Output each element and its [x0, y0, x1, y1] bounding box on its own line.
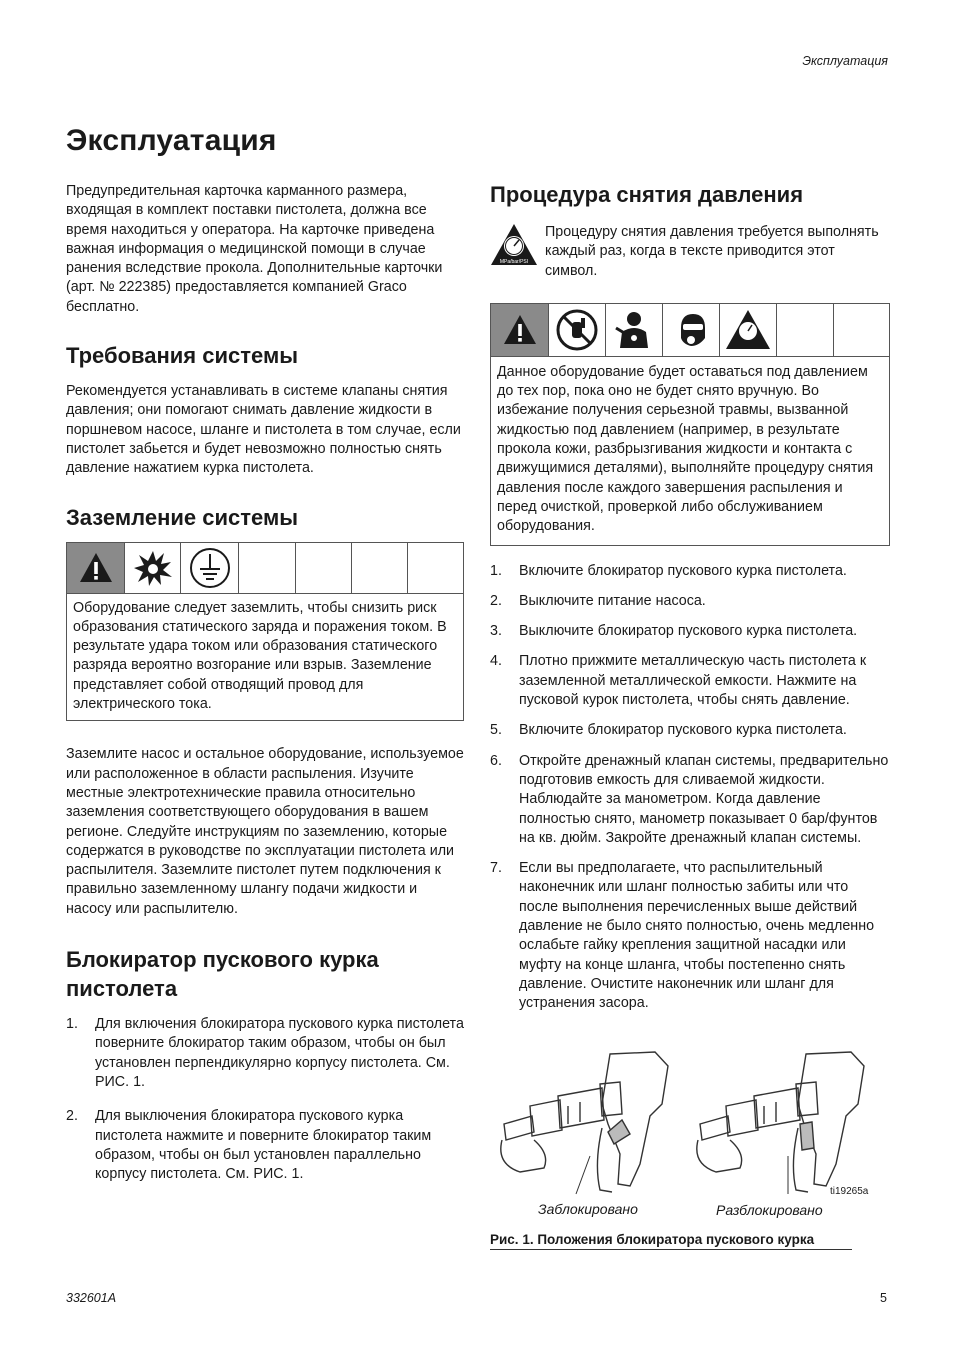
trigger-lock-heading: Блокиратор пускового курка пистолета: [66, 947, 379, 1002]
ground-icon: [181, 543, 239, 593]
locked-gun-drawing: [501, 1052, 668, 1194]
label-locked: Заблокировано: [538, 1200, 638, 1217]
pressure-relief-symbol-icon: [490, 223, 538, 272]
trigger-lock-steps: [66, 1015, 464, 1184]
list-item: [490, 721, 890, 740]
step-text: Выключите питание насоса.: [519, 592, 706, 609]
step-number: 2.: [66, 1108, 78, 1125]
pressure-relief-heading: Процедура снятия давления: [490, 182, 804, 207]
footer-doc-number: 332601A: [66, 1291, 117, 1305]
step-number: 3.: [490, 623, 502, 640]
label-unlocked: Разблокировано: [716, 1201, 823, 1218]
pressure-gauge-icon: [720, 304, 777, 356]
grounding-warning-box: [66, 542, 464, 722]
left-column: [66, 182, 464, 1184]
list-item: [490, 859, 890, 1013]
step-text: Включите блокиратор пускового курка пистолета.: [519, 722, 847, 739]
figure-image-id: ti19265a: [830, 1185, 869, 1197]
empty-icon-cell: [296, 543, 352, 593]
empty-icon-cell: [239, 543, 296, 593]
symbol-label: MPa/bar/PSI: [499, 259, 529, 265]
right-column: [490, 180, 890, 1247]
grounding-warning-text: Оборудование следует заземлить, чтобы снизить риск образования статического заряда и поражения током. В результате удара током или образования статического разряда вероятно возгорание или взрыв. Заземление представляет собой отводящий провод для электрического тока.: [73, 599, 447, 713]
explosion-icon: [125, 543, 181, 593]
step-number: 4.: [490, 653, 502, 670]
step-text: Откройте дренажный клапан системы, предварительно подготовив емкость для сливаемой жидкости. Наблюдайте за манометром. Когда давление полностью снято, манометр показывает 0 бар/фунтов на кв. дюйм. Закройте дренажный клапан системы.: [519, 752, 889, 846]
page-title: Эксплуатация: [66, 124, 277, 157]
footer-page-number: 5: [880, 1291, 887, 1305]
system-requirements-text: Рекомендуется устанавливать в системе клапаны снятия давления; они помогают снимать давление жидкости в поршневом насосе, шланге и пистолета в том случае, если пистолет забьется и будет невозможно полностью снять давление нажатием курка пистолета.: [66, 383, 461, 477]
step-text: Плотно прижмите металлическую часть пистолета к заземленной металлической емкости. Нажмите на пусковой курок пистолета, чтобы снять давление.: [519, 653, 867, 709]
no-hand-icon: [549, 304, 606, 356]
step-number: 2.: [490, 592, 502, 609]
unlocked-gun-drawing: [697, 1052, 864, 1194]
step-number: 7.: [490, 860, 502, 877]
list-item: [66, 1107, 464, 1184]
pressure-warning-icons: [491, 304, 889, 357]
warning-triangle-icon: [67, 543, 125, 593]
step-number: 5.: [490, 722, 502, 739]
list-item: [490, 592, 890, 611]
intro-paragraph: Предупредительная карточка карманного размера, входящая в комплект поставки пистолета, должна все время находиться у оператора. На карточке приведена важная информация о медицинской помощи в случае ранения вследствие прокола. Дополнительные карточки (арт. № 222385) предоставляется компанией Graco бесплатно.: [66, 183, 443, 315]
trigger-lock-figure: [490, 1044, 890, 1247]
figure-title: Рис. 1. Положения блокиратора пускового курка: [490, 1232, 852, 1250]
pressure-relief-symbol-text: Процедуру снятия давления требуется выполнять каждый раз, когда в тексте приводится этот символ.: [545, 224, 879, 279]
list-item: [490, 752, 890, 848]
grounding-text: Заземлите насос и остальное оборудование, используемое или расположенное в области распыления. Изучите местные электротехнические правила относительно заземления соответствующего оборудования в вашем регионе. Следуйте инструкциям по заземлению, которые содержатся в руководстве по эксплуатации пистолета или распылителя. Заземлите пистолет путем подключения к правильно заземленному шлангу подачи жидкости и насосу или распылителю.: [66, 746, 464, 917]
pressure-relief-steps: [490, 562, 890, 1014]
step-text: Выключите блокиратор пускового курка пистолета.: [519, 623, 858, 640]
step-text: Если вы предполагаете, что распылительный наконечник или шланг полностью забиты или что после выполнения перечисленных выше действий давление не было снято полностью, очень медленно ослабьте гайку крепления защитной насадки или муфту на конце шланга, чтобы постепенно снять давление. Очистите наконечник или шланг для устранения засора.: [519, 860, 875, 1012]
warning-triangle-icon: [491, 304, 549, 356]
pressure-relief-symbol-row: [490, 223, 890, 281]
step-text: Включите блокиратор пускового курка пистолета.: [519, 562, 847, 579]
step-number: 1.: [490, 562, 502, 579]
list-item: [490, 652, 890, 710]
step-text: Для включения блокиратора пускового курка пистолета поверните блокиратор таким образом, чтобы он был установлен перпендикулярно корпусу пистолета. См. РИС. 1.: [95, 1016, 464, 1090]
empty-icon-cell: [777, 304, 834, 356]
grounding-heading: Заземление системы: [66, 504, 299, 530]
empty-icon-cell: [408, 543, 463, 593]
injection-icon: [606, 304, 663, 356]
list-item: [490, 562, 890, 581]
face-protection-icon: [663, 304, 720, 356]
pressure-warning-text: Данное оборудование будет оставаться под давлением до тех пор, пока оно не будет снято вручную. Во избежание получения серьезной травмы, вызванной жидкостью под давлением (например, в результате прокола кожи, разбрызгивания жидкости и контакта с движущимися деталями), выполняйте процедуру снятия давления после каждого завершения распыления и перед очисткой, проверкой либо обслуживанием оборудования.: [497, 363, 874, 535]
list-item: [490, 622, 890, 641]
step-number: 6.: [490, 752, 502, 769]
step-number: 1.: [66, 1016, 78, 1033]
pressure-warning-box: [490, 303, 890, 546]
list-item: [66, 1015, 464, 1092]
system-requirements-heading: Требования системы: [66, 343, 299, 369]
step-text: Для выключения блокиратора пускового курка пистолета нажмите и поверните блокиратор таким образом, чтобы он был установлен параллельно корпусу пистолета. См. РИС. 1.: [95, 1108, 432, 1183]
running-head: Эксплуатация: [802, 54, 888, 68]
empty-icon-cell: [834, 304, 889, 356]
grounding-warning-icons: [67, 543, 463, 594]
empty-icon-cell: [352, 543, 408, 593]
